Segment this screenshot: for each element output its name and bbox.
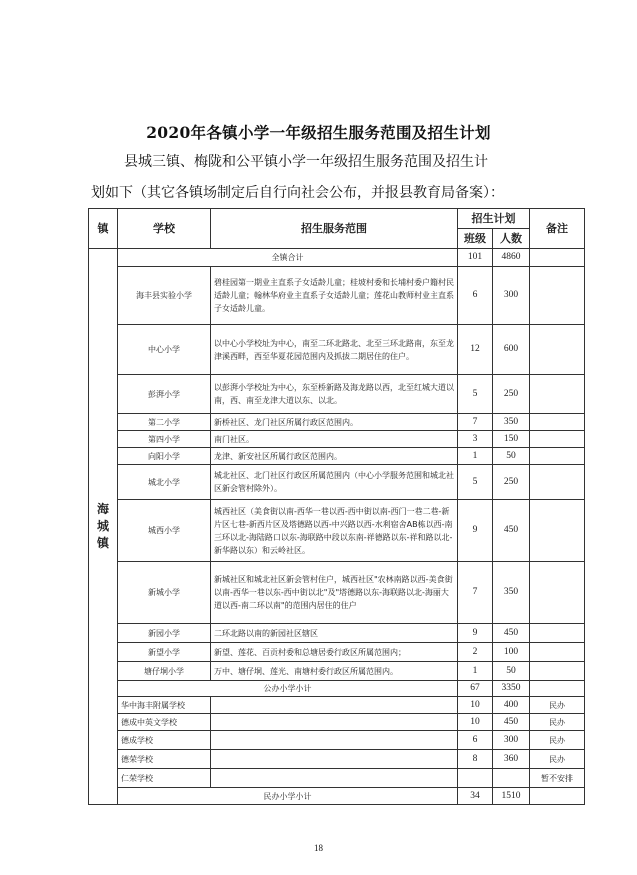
table-row <box>89 662 585 681</box>
class-count: 9 <box>458 624 493 643</box>
service-area: 二环北路以南的新园社区辖区 <box>211 624 458 643</box>
student-count: 300 <box>493 267 530 325</box>
public-subtotal-remark <box>530 681 585 697</box>
table-row <box>89 731 585 750</box>
header-plan: 招生计划 <box>458 209 530 229</box>
school-name: 新园小学 <box>118 624 211 643</box>
school-name: 新城小学 <box>118 562 211 624</box>
school-name: 第二小学 <box>118 414 211 431</box>
school-name: 塘仔垌小学 <box>118 662 211 681</box>
class-count: 7 <box>458 414 493 431</box>
header-remark: 备注 <box>530 209 585 249</box>
table-row <box>89 769 585 788</box>
school-name: 城北小学 <box>118 465 211 500</box>
total-row <box>89 249 585 267</box>
private-subtotal-people: 1510 <box>493 788 530 805</box>
student-count: 100 <box>493 643 530 662</box>
student-count <box>493 769 530 788</box>
student-count: 150 <box>493 431 530 448</box>
service-area: 以中心小学校址为中心，南至二环北路北、北至三环北路南，东至龙津溪西畔，西至华夏花园范围内及抓拔二期居住的住户。 <box>211 325 458 375</box>
town-cell <box>89 249 118 805</box>
school-name: 中心小学 <box>118 325 211 375</box>
table-row <box>89 465 585 500</box>
service-area <box>211 769 458 788</box>
table-row <box>89 414 585 431</box>
remark: 民办 <box>530 750 585 769</box>
student-count: 350 <box>493 562 530 624</box>
class-count: 6 <box>458 267 493 325</box>
service-area: 新望、莲花、百贡村委和总塘居委行政区所属范围内； <box>211 643 458 662</box>
total-classes: 101 <box>458 249 493 267</box>
school-name: 仁荣学校 <box>118 769 211 788</box>
header-people: 人数 <box>493 229 530 249</box>
header-area: 招生服务范围 <box>211 209 458 249</box>
student-count: 400 <box>493 697 530 714</box>
school-name: 城西小学 <box>118 500 211 562</box>
service-area <box>211 697 458 714</box>
student-count: 450 <box>493 624 530 643</box>
total-label: 全镇合计 <box>118 249 458 267</box>
table-row <box>89 624 585 643</box>
class-count: 6 <box>458 731 493 750</box>
private-subtotal-classes: 34 <box>458 788 493 805</box>
table-row <box>89 448 585 465</box>
table-row <box>89 643 585 662</box>
remark: 民办 <box>530 714 585 731</box>
table-row <box>89 267 585 325</box>
remark <box>530 465 585 500</box>
service-area: 城西社区（美食街以南-西华一巷以西-西中街以南-西门一巷二巷-新片区七巷-新西片区及塔德路以西-中兴路以西-水利宿舍AB栋以西-南三环以北-海陆路口以东-海联路中段以东南-祥德路以东-祥和路以北-新华路以东）和云岭社区。 <box>211 500 458 562</box>
service-area: 新城社区和城北社区新会管村住户，城西社区"农林南路以西-美食街以南-西华一巷以东-西中街以北"及"塔德路以东-海联路以北-海丽大道以西-南二环以南"的范围内居住的住户 <box>211 562 458 624</box>
header-town: 镇 <box>89 209 118 249</box>
remark <box>530 643 585 662</box>
service-area <box>211 731 458 750</box>
student-count: 360 <box>493 750 530 769</box>
service-area: 以彭湃小学校址为中心，东至桥新路及海龙路以西，北至红城大道以南，西、南至龙津大道以东、以北。 <box>211 375 458 414</box>
table-row <box>89 714 585 731</box>
public-subtotal-people: 3350 <box>493 681 530 697</box>
school-name: 新望小学 <box>118 643 211 662</box>
intro-line-2: 划如下（其它各镇场制定后自行向社会公布，并报县教育局备案）： <box>91 185 504 201</box>
service-area <box>211 750 458 769</box>
service-area: 新桥社区、龙门社区所属行政区范围内。 <box>211 414 458 431</box>
student-count: 250 <box>493 375 530 414</box>
service-area: 万中、塘仔垌、莲光、南塘村委行政区所属范围内。 <box>211 662 458 681</box>
class-count: 8 <box>458 750 493 769</box>
service-area: 城北社区、北门社区行政区所属范围内（中心小学服务范围和城北社区新会管村除外）。 <box>211 465 458 500</box>
remark <box>530 662 585 681</box>
public-subtotal-label: 公办小学小计 <box>118 681 458 697</box>
private-subtotal-label: 民办小学小计 <box>118 788 458 805</box>
class-count: 9 <box>458 500 493 562</box>
document-title: 2020年各镇小学一年级招生服务范围及招生计划 <box>146 123 491 142</box>
remark: 民办 <box>530 697 585 714</box>
class-count: 1 <box>458 448 493 465</box>
table-row <box>89 697 585 714</box>
header-row <box>89 209 585 229</box>
school-name: 德成中英文学校 <box>118 714 211 731</box>
student-count: 50 <box>493 662 530 681</box>
remark <box>530 431 585 448</box>
enrollment-table <box>88 208 585 805</box>
public-subtotal-row <box>89 681 585 697</box>
remark <box>530 267 585 325</box>
class-count: 5 <box>458 375 493 414</box>
student-count: 450 <box>493 500 530 562</box>
remark <box>530 624 585 643</box>
class-count: 7 <box>458 562 493 624</box>
student-count: 450 <box>493 714 530 731</box>
public-subtotal-classes: 67 <box>458 681 493 697</box>
class-count: 2 <box>458 643 493 662</box>
school-name: 彭湃小学 <box>118 375 211 414</box>
remark <box>530 414 585 431</box>
remark: 民办 <box>530 731 585 750</box>
class-count: 10 <box>458 714 493 731</box>
header-classes: 班级 <box>458 229 493 249</box>
student-count: 250 <box>493 465 530 500</box>
remark <box>530 562 585 624</box>
total-remark <box>530 249 585 267</box>
service-area: 龙津、新安社区所属行政区范围内。 <box>211 448 458 465</box>
remark <box>530 325 585 375</box>
service-area: 碧桂园第一期业主直系子女适龄儿童；桂坡村委和长埔村委户籍村民适龄儿童；翰林华府业主直系子女适龄儿童；莲花山教师村业主直系子女适龄儿童。 <box>211 267 458 325</box>
table-row <box>89 375 585 414</box>
class-count: 3 <box>458 431 493 448</box>
school-name: 德荣学校 <box>118 750 211 769</box>
remark: 暂不安排 <box>530 769 585 788</box>
school-name: 华中海丰附属学校 <box>118 697 211 714</box>
school-name: 海丰县实验小学 <box>118 267 211 325</box>
student-count: 50 <box>493 448 530 465</box>
table-row <box>89 750 585 769</box>
page-number: 18 <box>314 843 323 853</box>
school-name: 向阳小学 <box>118 448 211 465</box>
student-count: 600 <box>493 325 530 375</box>
table-row <box>89 325 585 375</box>
service-area <box>211 714 458 731</box>
class-count: 12 <box>458 325 493 375</box>
remark <box>530 375 585 414</box>
class-count: 1 <box>458 662 493 681</box>
table-row <box>89 500 585 562</box>
town-name: 海城镇 <box>97 502 110 550</box>
student-count: 300 <box>493 731 530 750</box>
class-count: 5 <box>458 465 493 500</box>
service-area: 南门社区。 <box>211 431 458 448</box>
class-count: 10 <box>458 697 493 714</box>
header-school: 学校 <box>118 209 211 249</box>
class-count <box>458 769 493 788</box>
total-people: 4860 <box>493 249 530 267</box>
table-row <box>89 431 585 448</box>
remark <box>530 500 585 562</box>
intro-line-1: 县城三镇、梅陇和公平镇小学一年级招生服务范围及招生计 <box>124 154 488 170</box>
table-row <box>89 562 585 624</box>
remark <box>530 448 585 465</box>
school-name: 德成学校 <box>118 731 211 750</box>
private-subtotal-row <box>89 788 585 805</box>
student-count: 350 <box>493 414 530 431</box>
school-name: 第四小学 <box>118 431 211 448</box>
private-subtotal-remark <box>530 788 585 805</box>
